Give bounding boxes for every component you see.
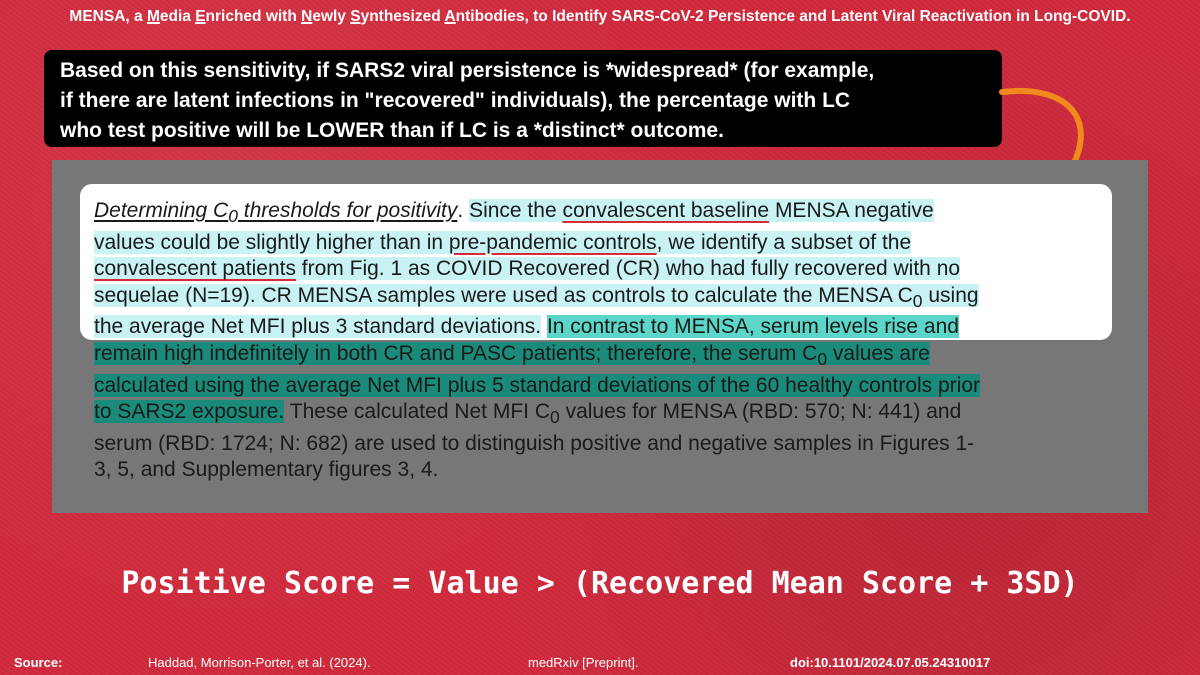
excerpt-line: the average Net MFI plus 3 standard deviations. In contrast to MENSA, serum levels rise and xyxy=(94,315,959,339)
section-heading: Determining $C_0$ thresholds for positivity xyxy=(94,199,458,227)
citation-journal: medRxiv [Preprint]. xyxy=(528,655,639,670)
excerpt-line: calculated using the average Net MFI plus 5 standard deviations of the 60 healthy controls prior xyxy=(94,373,981,397)
callout-line: if there are latent infections in "recovered" individuals), the percentage with LC xyxy=(60,89,851,112)
citation-authors: Haddad, Morrison-Porter, et al. (2024). xyxy=(148,655,371,670)
citation-doi: doi:10.1101/2024.07.05.24310017 xyxy=(790,655,991,670)
excerpt-line: 3, 5, and Supplementary figures 3, 4. xyxy=(94,458,439,482)
callout-line: who test positive will be LOWER than if LC is a *distinct* outcome. xyxy=(60,119,724,142)
excerpt-line: to SARS2 exposure. These calculated Net MFI $C_0$ values for MENSA (RBD: 570; N: 441) and xyxy=(94,400,962,428)
excerpt-line: convalescent patients from Fig. 1 as COVID Recovered (CR) who had fully recovered with no xyxy=(94,257,961,281)
excerpt-line: values could be slightly higher than in pre-pandemic controls, we identify a subset of the xyxy=(94,230,912,254)
source-label: Source: xyxy=(14,655,63,670)
callout-box xyxy=(44,50,1002,147)
slide-title: MENSA, a Media Enriched with Newly Synthesized Antibodies, to Identify SARS-CoV-2 Persistence and Latent Viral Reactivation in Long-COVID. xyxy=(69,8,1131,25)
excerpt-line: remain high indefinitely in both CR and PASC patients; therefore, the serum $C_0$ values are xyxy=(94,341,930,370)
excerpt-line: Determining $C_0$ thresholds for positivity. Since the convalescent baseline MENSA negative xyxy=(94,199,934,227)
paper-excerpt xyxy=(94,198,1134,484)
positive-score-formula: Positive Score = Value > (Recovered Mean Score + 3SD) xyxy=(121,566,1079,601)
callout-line: Based on this sensitivity, if SARS2 viral persistence is *widespread* (for example, xyxy=(60,59,875,82)
excerpt-line: sequelae (N=19). CR MENSA samples were used as controls to calculate the MENSA $C_0$ using xyxy=(94,283,979,311)
excerpt-line: serum (RBD: 1724; N: 682) are used to distinguish positive and negative samples in Figures 1- xyxy=(94,431,975,455)
footer-citation xyxy=(0,655,1200,675)
